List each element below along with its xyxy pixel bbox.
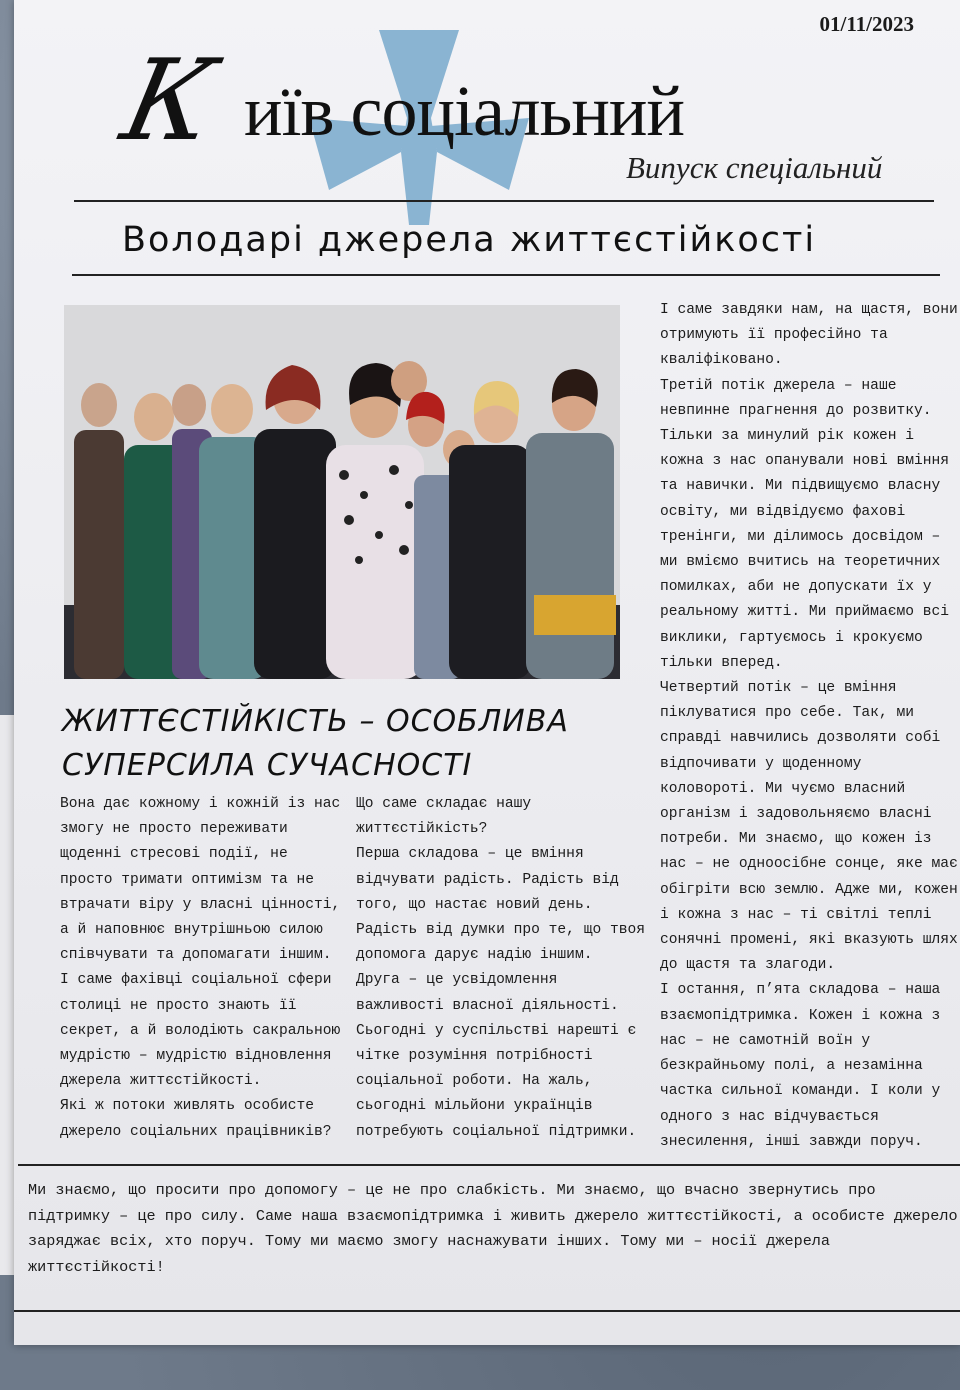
- article-column-3: [660, 298, 960, 1155]
- article-column-1: [60, 792, 346, 1145]
- paragraph: Перша складова – це вміння відчувати радість. Радість від того, що настає новий день. Радість від думки про те, що твоя допомога дарує надію іншим.: [356, 846, 646, 964]
- issue-date: 01/11/2023: [819, 12, 914, 36]
- paragraph: Вона дає кожному і кожній із нас змогу не просто переживати щоденні стресові події, не просто тримати оптимізм та не втрачати віру у власні цінності, а й наповнює внутрішньою силою співчувати та допомагати іншим. І саме фахівці соціальної сфери столиці не просто знають її секрет, а й володіють сакральною мудрістю – мудрістю відновлення джерела життєстійкості.: [60, 796, 341, 1090]
- headline: Володарі джерела життєстійкості: [122, 220, 817, 260]
- paragraph: Третій потік джерела – наше невпинне прагнення до розвитку. Тільки за минулий рік кожен і кожна з нас опанували нові вміння та навички. Ми підвищуємо власну освіту, ми відвідуємо фахові тренінги, ми ділимось досвідом – ми вміємо вчитись на теоретичних помилках, аби не допускати їх у реальному житті. Ми приймаємо всі виклики, гартуємось і крокуємо тільки вперед.: [660, 377, 950, 671]
- paragraph: Друга – це усвідомлення важливості власної діяльності. Сьогодні у суспільстві нарешті є чітке розуміння потрібності соціальної роботи. На жаль, сьогодні мільйони українців потребують соціальної підтримки.: [356, 972, 637, 1140]
- section-title: ЖИТТЄСТІЙКІСТЬ – ОСОБЛИВА СУПЕРСИЛА СУЧАСНОСТІ: [62, 704, 569, 783]
- paragraph: Які ж потоки живлять особисте джерело соціальних працівників?: [60, 1098, 332, 1140]
- paragraph: І остання, п’ята складова – наша взаємопідтримка. Кожен і кожна з нас – не самотній воїн у безкрайньому полі, а незамінна частка сильної команди. І коли у одного з нас відчувається знесилення, інші завжди поруч.: [660, 982, 941, 1150]
- group-photo-icon: [64, 305, 620, 679]
- paragraph: Четвертий потік – це вміння піклуватися про себе. Так, ми справді навчились дозволяти собі відпочивати у щоденному коловороті. Ми чуємо власний організм і задовольняємо власні потреби. Ми знаємо, що кожен із нас – не одноосібне сонце, яке має обігріти всю землю. Адже ми, кожен і кожна з нас – ті світлі теплі сонячні промені, які вказують шлях до щастя та злагоди.: [660, 680, 958, 974]
- masthead-title: иїв соціальний: [244, 71, 684, 151]
- paragraph: І саме завдяки нам, на щастя, вони отримують її професійно та кваліфіковано.: [660, 302, 958, 369]
- bottom-top-rule: [18, 1164, 960, 1166]
- paragraph: Що саме складає нашу життєстійкість?: [356, 796, 532, 838]
- masthead-subtitle: Випуск спеціальний: [626, 150, 883, 185]
- newspaper-page: [14, 0, 960, 1345]
- headline-bottom-rule: [72, 274, 940, 276]
- closing-statement: Ми знаємо, що просити про допомогу – це не про слабкість. Ми знаємо, що вчасно звернутись про підтримку – це про силу. Саме наша взаємопідтримка і живить джерело життєстійкості, а особисте джерело заряджає всіх, хто поруч. Тому ми маємо змогу наснажувати інших. Тому ми – носії джерела життєстійкості!: [28, 1181, 958, 1276]
- masthead-top-rule: [74, 200, 934, 202]
- bottom-end-rule: [14, 1310, 960, 1312]
- masthead-title-initial: К: [112, 36, 223, 166]
- group-photo: [64, 305, 620, 679]
- article-column-2: [356, 792, 648, 1145]
